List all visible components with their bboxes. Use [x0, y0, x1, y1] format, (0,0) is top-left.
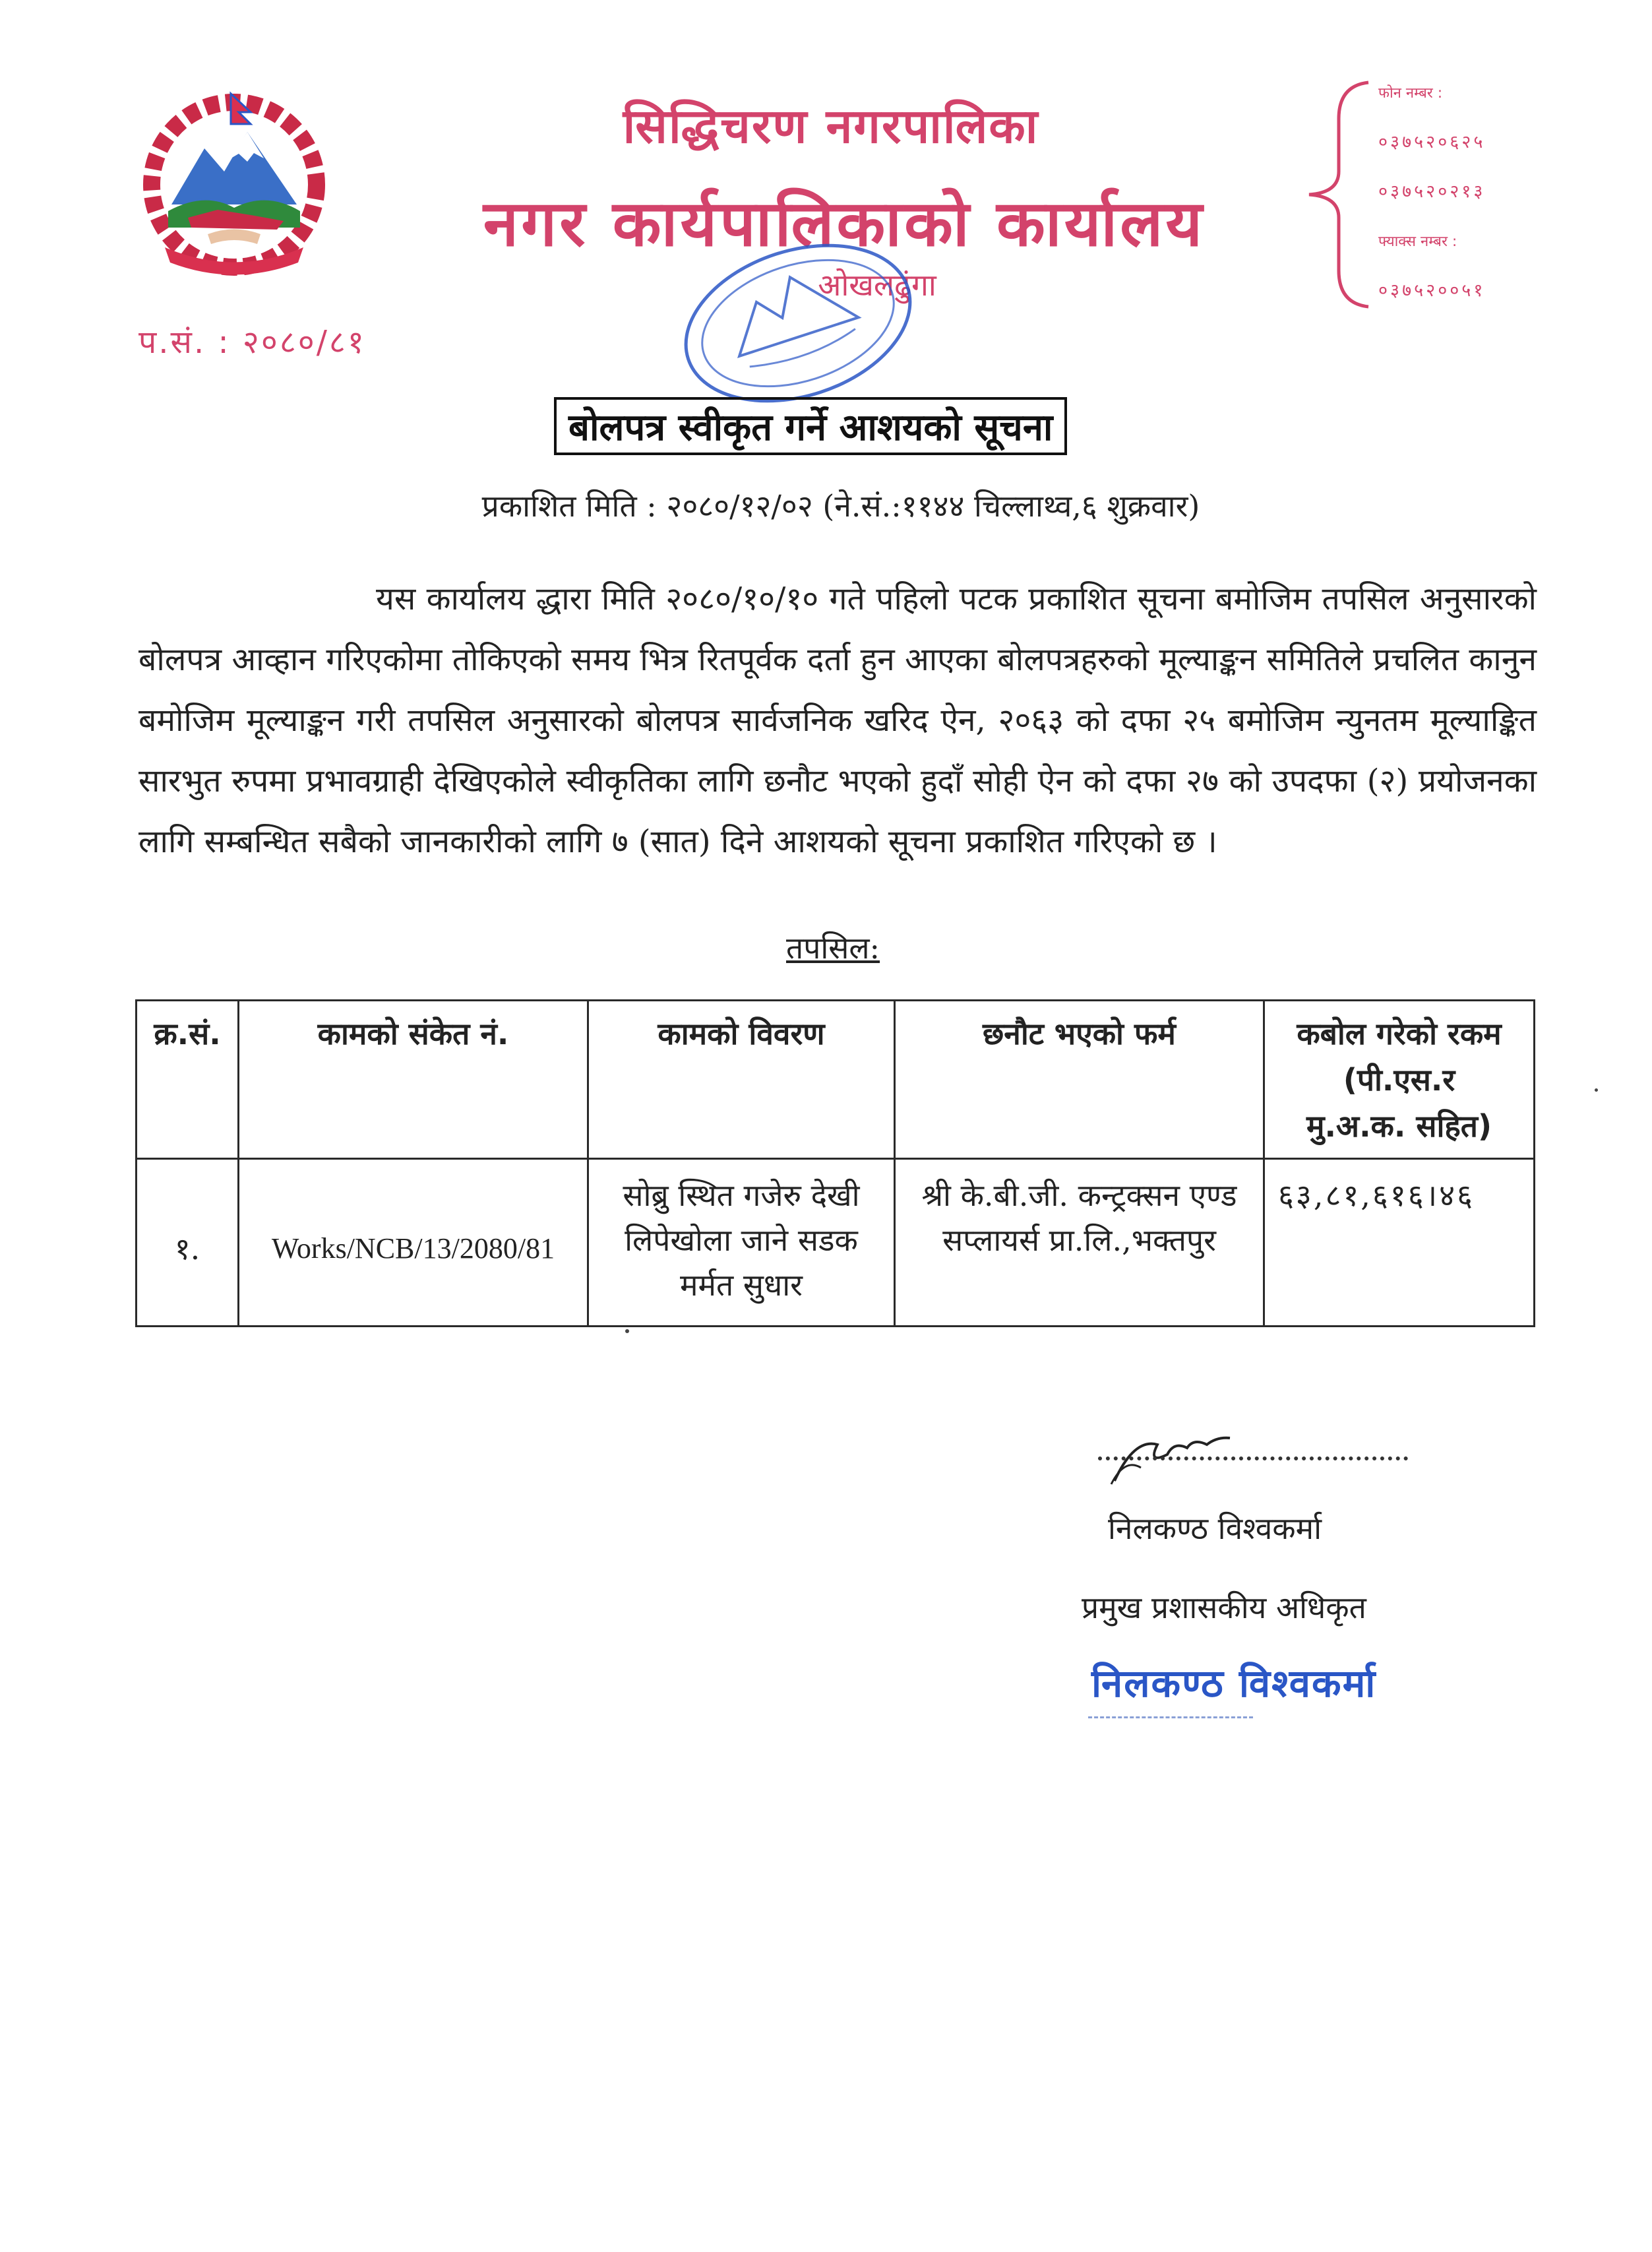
signatory-name: निलकण्ठ विश्वकर्मा	[1108, 1511, 1322, 1546]
cell-work-code: Works/NCB/13/2080/81	[239, 1159, 588, 1327]
scan-speck	[625, 1329, 629, 1333]
cell-serial: १.	[137, 1159, 239, 1327]
signature-line	[1098, 1456, 1408, 1460]
fax-label: फ्याक्स नम्बर :	[1378, 234, 1457, 250]
office-seal-stamp	[673, 237, 923, 409]
phone-number-2: ०३७५२०२१३	[1378, 181, 1486, 202]
stamp-underline	[1088, 1716, 1253, 1718]
cell-selected-firm: श्री के.बी.जी. कन्ट्रक्सन एण्ड सप्लायर्स प्रा.लि.,भक्तपुर	[895, 1159, 1264, 1327]
table-header-row	[137, 1001, 1535, 1159]
published-date: प्रकाशित मिति : २०८०/१२/०२ (ने.सं.:११४४ चिल्लाथ्व,६ शुक्रवार)	[481, 488, 1200, 524]
office-name: नगर कार्यपालिकाको कार्यालय	[483, 187, 1206, 261]
brace-icon	[1302, 79, 1375, 310]
cell-bid-amount: ६३,८१,६१६।४६	[1264, 1159, 1535, 1327]
column-header-selected-firm: छनौट भएको फर्म	[895, 1001, 1264, 1159]
signatory-designation: प्रमुख प्रशासकीय अधिकृत	[1082, 1590, 1366, 1625]
fax-number: ०३७५२००५१	[1378, 280, 1486, 301]
cell-work-description: सोब्रु स्थित गजेरु देखी लिपेखोला जाने सडक मर्मत सुधार	[588, 1159, 895, 1327]
notice-body: यस कार्यालय द्धारा मिति २०८०/१०/१० गते पहिलो पटक प्रकाशित सूचना बमोजिम तपसिल अनुसारको बोलपत्र आव्हान गरिएकोमा तोकिएको समय भित्र रितपूर्वक दर्ता हुन आएका बोलपत्रहरुको मूल्याङ्कन समितिले प्रचलित कानुन बमोजिम मूल्याङ्कन गरी तपसिल अनुसारको बोलपत्र सार्वजनिक खरिद ऐन, २०६३ को दफा २५ बमोजिम न्युनतम मूल्याङ्कित सारभुत रुपमा प्रभावग्राही देखिएकोले स्वीकृतिका लागि छनौट भएको हुदाँ सोही ऐन को दफा २७ को उपदफा (२) प्रयोजनका लागि सम्बन्धित सबैको जानकारीको लागि ७ (सात) दिने आशयको सूचना प्रकाशित गरिएको छ ।	[138, 580, 1537, 860]
column-header-bid-amount: कबोल गरेको रकम (पी.एस.र मु.अ.क. सहित)	[1264, 1001, 1535, 1159]
table-row	[137, 1159, 1535, 1327]
nepal-emblem-icon	[125, 86, 343, 284]
phone-number-1: ०३७५२०६२५	[1378, 132, 1486, 152]
schedule-label: तपसिल:	[786, 930, 880, 966]
reference-number: प.सं. : २०८०/८१	[138, 324, 366, 361]
name-stamp: निलकण्ठ विश्वकर्मा	[1091, 1661, 1377, 1706]
column-header-serial: क्र.सं.	[137, 1001, 239, 1159]
scan-speck	[1595, 1088, 1598, 1092]
municipality-name: सिद्धिचरण नगरपालिका	[623, 98, 1039, 154]
phone-label: फोन नम्बर :	[1378, 85, 1443, 102]
notice-title: बोलपत्र स्वीकृत गर्ने आशयको सूचना	[554, 397, 1067, 455]
column-header-work-code: कामको संकेत नं.	[239, 1001, 588, 1159]
schedule-table	[135, 999, 1535, 1327]
office-location: ओखलढुंगा	[818, 267, 936, 303]
column-header-work-description: कामको विवरण	[588, 1001, 895, 1159]
